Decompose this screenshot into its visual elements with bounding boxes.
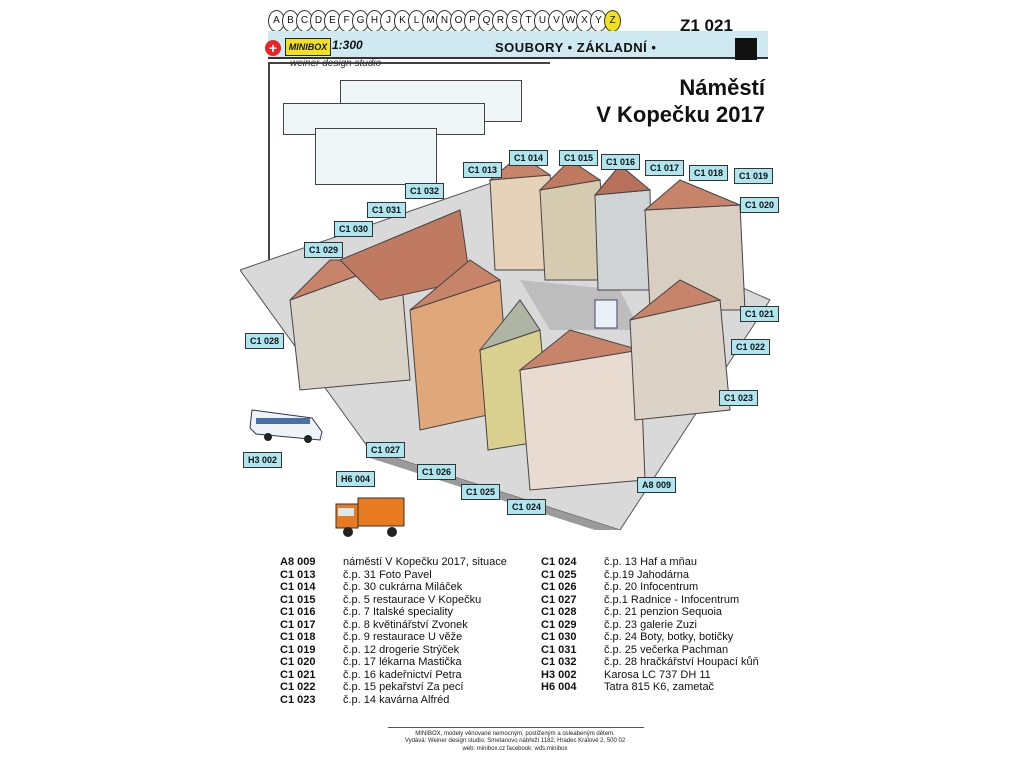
alphabet-letter: Z: [604, 10, 621, 32]
part-description: č.p. 17 lékarna Mastička: [343, 656, 462, 668]
title-line-1: Náměstí: [679, 75, 765, 100]
part-description: č.p. 28 hračkářství Houpací kůň: [604, 656, 759, 668]
parts-row: [280, 619, 507, 632]
parts-list-left: [280, 556, 507, 706]
part-description: č.p. 5 restaurace V Kopečku: [343, 593, 482, 606]
label-h3-002: H3 002: [243, 452, 282, 468]
alphabet-letter: T: [520, 10, 537, 32]
footer-line-2: Vydává: Weiner design studio, Smetanovo nábřeží 1182, Hradec Králové 2, 500 02: [404, 738, 626, 745]
red-cross-icon: +: [265, 40, 281, 56]
part-description: č.p.1 Radnice - Infocentrum: [604, 593, 740, 606]
parts-row: [541, 631, 759, 644]
scale-label: 1:300: [332, 38, 363, 52]
label-c1-021: C1 021: [740, 306, 779, 322]
part-description: č.p. 16 kadeřnictví Petra: [343, 668, 462, 681]
alphabet-letter: Y: [590, 10, 607, 32]
part-description: č.p. 8 květinářství Zvonek: [343, 618, 468, 631]
part-code: C1 026: [541, 581, 577, 593]
alphabet-letter: E: [324, 10, 341, 32]
part-code: C1 027: [541, 593, 577, 606]
label-c1-024: C1 024: [507, 499, 546, 515]
bus-illustration: [248, 404, 328, 444]
part-code: C1 018: [280, 631, 316, 643]
footer-line-3: web: minibox.cz facebook: wds.minibox: [462, 745, 568, 752]
part-description: č.p. 21 penzion Sequoia: [604, 606, 723, 618]
studio-name: weiner design studio: [290, 58, 382, 69]
part-code: C1 014: [280, 581, 316, 593]
alphabet-letter: K: [394, 10, 411, 32]
parts-row: [280, 681, 507, 694]
part-description: č.p. 9 restaurace U věže: [343, 631, 463, 643]
footer: [380, 731, 650, 753]
label-c1-023: C1 023: [719, 390, 758, 406]
diorama-illustration: [240, 150, 780, 530]
parts-row: [280, 669, 507, 682]
label-c1-031: C1 031: [367, 202, 406, 218]
part-code: C1 030: [541, 631, 577, 643]
label-c1-022: C1 022: [731, 339, 770, 355]
part-description: č.p. 25 večerka Pachman: [604, 643, 729, 656]
parts-row: [541, 644, 759, 657]
part-description: Karosa LC 737 DH 11: [604, 668, 711, 681]
part-code: C1 025: [541, 568, 577, 581]
label-c1-029: C1 029: [304, 242, 343, 258]
parts-row: [541, 606, 759, 619]
part-code: H3 002: [541, 668, 577, 681]
alphabet-letter: G: [352, 10, 369, 32]
alphabet-letter: D: [310, 10, 327, 32]
parts-row: [541, 656, 759, 669]
alphabet-letter: C: [296, 10, 313, 32]
part-description: č.p. 30 cukrárna Miláček: [343, 581, 463, 593]
alphabet-letter: J: [380, 10, 397, 32]
parts-row: [541, 569, 759, 582]
part-description: č.p. 23 galerie Zuzi: [604, 618, 697, 631]
label-c1-015: C1 015: [559, 150, 598, 166]
label-c1-019: C1 019: [734, 168, 773, 184]
part-description: č.p. 12 drogerie Strýček: [343, 643, 460, 656]
part-code: C1 016: [280, 606, 316, 618]
alphabet-strip: [268, 10, 618, 32]
parts-row: [280, 594, 507, 607]
alphabet-letter: Q: [478, 10, 495, 32]
parts-row: [541, 681, 759, 694]
part-description: náměstí V Kopečku 2017, situace: [343, 556, 507, 568]
alphabet-letter: O: [450, 10, 467, 32]
parts-row: [541, 581, 759, 594]
label-h6-004: H6 004: [336, 471, 375, 487]
part-description: č.p. 31 Foto Pavel: [343, 568, 432, 581]
parts-row: [280, 556, 507, 569]
label-c1-027: C1 027: [366, 442, 405, 458]
label-c1-017: C1 017: [645, 160, 684, 176]
label-c1-030: C1 030: [334, 221, 373, 237]
part-code: C1 024: [541, 556, 577, 568]
title-line-2: V Kopečku 2017: [596, 102, 765, 127]
book-icon: [735, 38, 757, 60]
footer-line-1: MINIBOX, modely věnované nemocným, postiženým a osleabeným dětem.: [415, 731, 615, 737]
part-description: č.p. 7 Italské speciality: [343, 606, 454, 618]
alphabet-letter: U: [534, 10, 551, 32]
alphabet-letter: F: [338, 10, 355, 32]
brand-logo: MINIBOX: [285, 38, 331, 56]
catalog-code: Z1 021: [680, 16, 733, 35]
part-description: č.p. 24 Boty, botky, botičky: [604, 631, 734, 643]
part-description: č.p. 20 Infocentrum: [604, 581, 699, 593]
label-c1-016: C1 016: [601, 154, 640, 170]
parts-row: [541, 669, 759, 682]
part-description: Tatra 815 K6, zametač: [604, 681, 715, 693]
parts-row: [280, 631, 507, 644]
parts-row: [280, 569, 507, 582]
label-a8-009: A8 009: [637, 477, 676, 493]
parts-row: [280, 644, 507, 657]
parts-row: [280, 656, 507, 669]
label-c1-013: C1 013: [463, 162, 502, 178]
alphabet-letter: R: [492, 10, 509, 32]
part-description: č.p. 15 pekařství Za pecí: [343, 681, 464, 693]
alphabet-letter: M: [422, 10, 439, 32]
alphabet-letter: H: [366, 10, 383, 32]
alphabet-letter: P: [464, 10, 481, 32]
alphabet-letter: V: [548, 10, 565, 32]
part-code: A8 009: [280, 556, 316, 568]
parts-row: [541, 556, 759, 569]
parts-row: [280, 694, 507, 707]
footer-rule: [388, 727, 644, 728]
label-c1-014: C1 014: [509, 150, 548, 166]
parts-row: [541, 594, 759, 607]
label-c1-018: C1 018: [689, 165, 728, 181]
label-c1-020: C1 020: [740, 197, 779, 213]
alphabet-letter: S: [506, 10, 523, 32]
tatra-illustration: [332, 490, 412, 540]
part-code: C1 015: [280, 593, 316, 606]
alphabet-letter: N: [436, 10, 453, 32]
alphabet-letter: A: [268, 10, 285, 32]
label-c1-028: C1 028: [245, 333, 284, 349]
alphabet-letter: B: [282, 10, 299, 32]
part-code: C1 021: [280, 668, 316, 681]
parts-row: [280, 606, 507, 619]
page-title: [565, 74, 765, 128]
alphabet-letter: L: [408, 10, 425, 32]
label-c1-026: C1 026: [417, 464, 456, 480]
part-code: C1 031: [541, 643, 577, 656]
part-description: č.p. 14 kavárna Alfréd: [343, 693, 450, 706]
part-code: C1 017: [280, 618, 316, 631]
part-description: č.p. 13 Haf a mňau: [604, 556, 697, 568]
parts-row: [541, 619, 759, 632]
part-code: C1 019: [280, 643, 316, 656]
part-code: C1 023: [280, 693, 316, 706]
part-code: C1 032: [541, 656, 577, 668]
categories: SOUBORY • ZÁKLADNÍ •: [495, 40, 657, 55]
part-code: C1 020: [280, 656, 316, 668]
part-code: C1 013: [280, 568, 316, 581]
label-c1-032: C1 032: [405, 183, 444, 199]
alphabet-letter: W: [562, 10, 579, 32]
part-code: C1 022: [280, 681, 316, 693]
part-description: č.p.19 Jahodárna: [604, 568, 690, 581]
part-code: C1 029: [541, 618, 577, 631]
parts-row: [280, 581, 507, 594]
parts-list-right: [541, 556, 759, 694]
part-code: C1 028: [541, 606, 577, 618]
part-code: H6 004: [541, 681, 577, 693]
label-c1-025: C1 025: [461, 484, 500, 500]
alphabet-letter: X: [576, 10, 593, 32]
